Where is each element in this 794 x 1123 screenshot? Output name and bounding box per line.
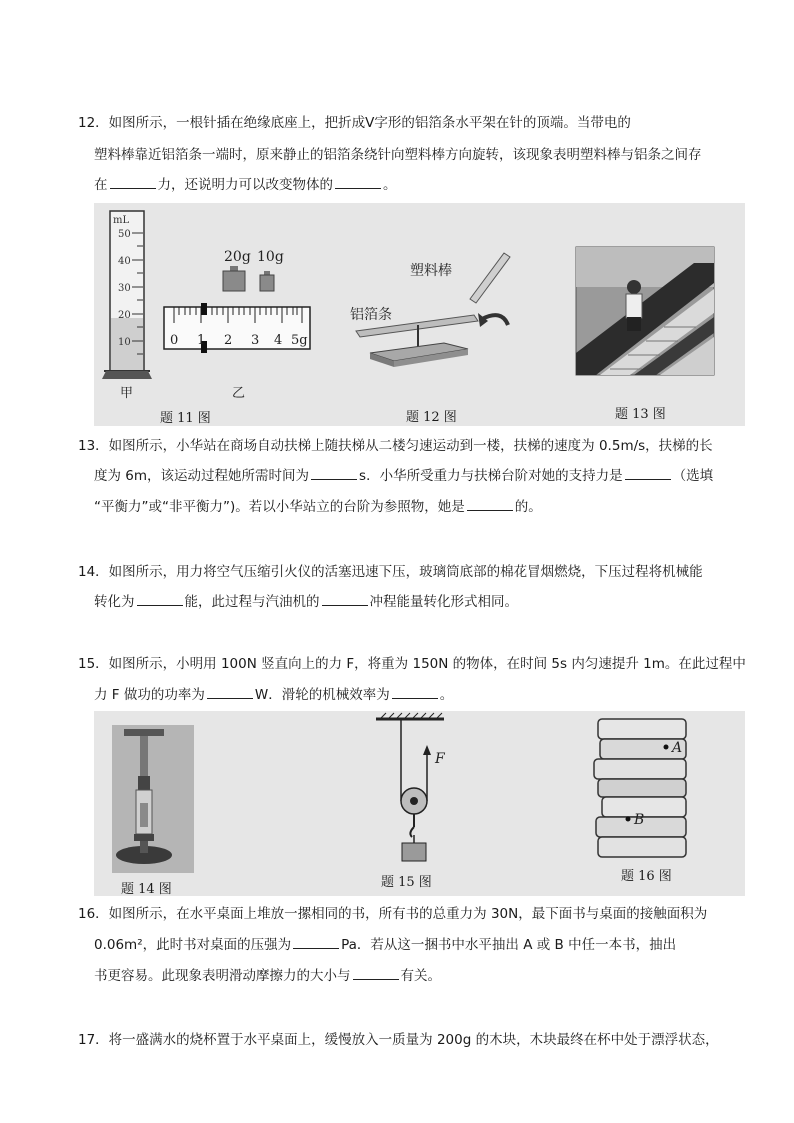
cylinder-tick-label: 10	[118, 337, 131, 348]
q15-line2	[94, 685, 453, 705]
q15-text-c: 。	[439, 687, 454, 703]
cylinder-tick-label: 30	[118, 283, 131, 294]
q15-line1: 15．如图所示，小明用 100N 竖直向上的力 F，将重为 150N 的物体，在时间 5s 内匀速提升 1m。在此过程中	[78, 656, 746, 672]
answer-blank[interactable]	[322, 592, 368, 606]
scale-tick-label: 4	[274, 333, 283, 348]
figure-11-12-13	[94, 203, 745, 426]
figure-strip-14-16	[94, 711, 745, 896]
answer-blank[interactable]	[311, 466, 357, 480]
q16-text-c: 书更容易。此现象表明滑动摩擦力的大小与	[94, 968, 351, 984]
fig14-caption: 题 14 图	[121, 882, 172, 897]
foil-label: 铝箔条	[350, 307, 392, 323]
scale-tick-label: 0	[170, 333, 179, 348]
q12-line3	[94, 175, 397, 195]
book-b-label: B	[634, 812, 645, 828]
figure-14-igniter-photo	[112, 725, 194, 873]
q16-line2	[94, 935, 676, 955]
q12-text-b: 力，还说明力可以改变物体的	[157, 177, 333, 193]
q13-text-a: 度为 6m，该运动过程她所需时间为	[94, 468, 310, 484]
answer-blank[interactable]	[625, 466, 671, 480]
book-a-label: A	[672, 740, 683, 756]
figure-strip-11-13	[94, 203, 745, 426]
cylinder-unit: mL	[113, 215, 130, 226]
q12-text-c: 。	[383, 177, 397, 193]
q16-text-a: 0.06m²，此时书对桌面的压强为	[94, 937, 292, 953]
answer-blank[interactable]	[335, 175, 381, 189]
q13-text-b: s．小华所受重力与扶梯台阶对她的支持力是	[359, 468, 623, 484]
q12-line2: 塑料棒靠近铝箔条一端时，原来静止的铝箔条绕针向塑料棒方向旋转，该现象表明塑料棒与铝条之间存	[94, 147, 702, 163]
scale-tick-label: 5g	[291, 333, 308, 348]
q16-text-d: 有关。	[400, 968, 441, 984]
rod-label: 塑料棒	[410, 263, 452, 279]
weight-10g-label: 10g	[257, 249, 284, 265]
q16-text-b: Pa．若从这一捆书中水平抽出 A 或 B 中任一本书，抽出	[341, 937, 677, 953]
figure-16-book-stack	[594, 719, 686, 857]
fig16-caption: 题 16 图	[621, 869, 672, 884]
fig13-caption: 题 13 图	[615, 407, 666, 422]
cylinder-tick-label: 40	[118, 256, 131, 267]
answer-blank[interactable]	[392, 685, 438, 699]
answer-blank[interactable]	[293, 935, 339, 949]
q13-line1: 13．如图所示，小华站在商场自动扶梯上随扶梯从二楼匀速运动到一楼，扶梯的速度为 0.5m/s，扶梯的长	[78, 438, 713, 454]
q16-line1: 16．如图所示，在水平桌面上堆放一摞相同的书，所有书的总重力为 30N，最下面书与桌面的接触面积为	[78, 906, 708, 922]
q13-text-c: （选填	[672, 468, 714, 484]
figure-12-foil-rod	[350, 253, 510, 367]
force-label: F	[435, 751, 445, 767]
q14-line2	[94, 592, 518, 612]
answer-blank[interactable]	[110, 175, 156, 189]
q17-line1: 17．将一盛满水的烧杯置于水平桌面上，缓慢放入一质量为 200g 的木块，木块最终在杯中处于漂浮状态，	[78, 1032, 719, 1048]
q14-text-a: 转化为	[94, 594, 135, 610]
balance-label: 乙	[232, 386, 246, 401]
q13-line2	[94, 466, 713, 486]
balance-weights	[223, 249, 284, 291]
scale-tick-label: 2	[224, 333, 233, 348]
scale-tick-label: 3	[251, 333, 260, 348]
q15-text-b: W．滑轮的机械效率为	[254, 687, 390, 703]
fig15-caption: 题 15 图	[381, 875, 432, 890]
q14-text-b: 能，此过程与汽油机的	[184, 594, 320, 610]
q14-line1: 14．如图所示，用力将空气压缩引火仪的活塞迅速下压，玻璃筒底部的棉花冒烟燃烧，下压过程将机械能	[78, 564, 703, 580]
q13-line3	[94, 497, 542, 517]
scale-tick-label: 1	[197, 333, 206, 348]
q12-line1: 12．如图所示，一根针插在绝缘底座上，把折成V字形的铝箔条水平架在针的顶端。当带电的	[78, 115, 631, 131]
q12-text-a: 在	[94, 177, 108, 193]
weight-20g-label: 20g	[224, 249, 251, 265]
balance-scale-ruler	[164, 303, 310, 401]
figure-15-pulley	[376, 713, 446, 861]
graduated-cylinder	[102, 211, 152, 401]
answer-blank[interactable]	[137, 592, 183, 606]
q16-line3	[94, 966, 441, 986]
q14-text-c: 冲程能量转化形式相同。	[369, 594, 518, 610]
cylinder-tick-label: 50	[118, 229, 131, 240]
fig11-caption: 题 11 图	[160, 411, 211, 426]
answer-blank[interactable]	[467, 497, 513, 511]
q13-text-d: “平衡力”或“非平衡力”)。若以小华站立的台阶为参照物，她是	[94, 499, 465, 515]
q15-text-a: 力 F 做功的功率为	[94, 687, 205, 703]
fig12-caption: 题 12 图	[406, 410, 457, 425]
figure-13-escalator-photo	[576, 247, 714, 375]
cylinder-tick-label: 20	[118, 310, 131, 321]
answer-blank[interactable]	[207, 685, 253, 699]
cylinder-label: 甲	[120, 386, 134, 401]
q13-text-e: 的。	[514, 499, 542, 515]
answer-blank[interactable]	[353, 966, 399, 980]
